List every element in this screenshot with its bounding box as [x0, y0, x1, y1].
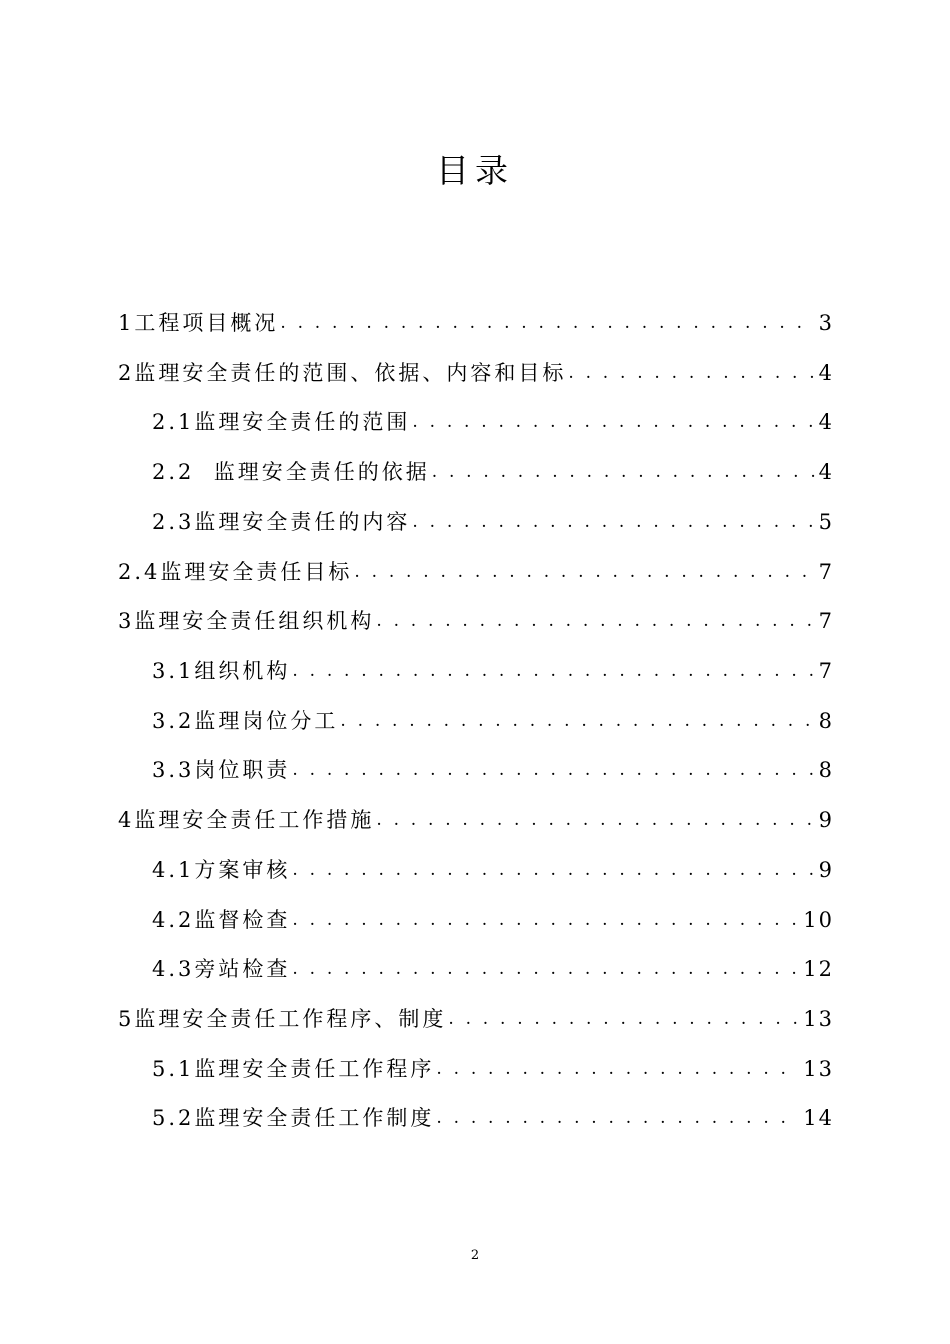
toc-entry[interactable] — [152, 1054, 832, 1084]
toc-entry-label: 3.2监理岗位分工 — [152, 709, 339, 733]
toc-dot-leader — [292, 656, 814, 686]
page-title: 目录 — [436, 151, 514, 190]
toc-entry[interactable] — [118, 557, 832, 587]
toc-dot-leader — [376, 606, 814, 636]
toc-dot-leader — [292, 954, 799, 984]
toc-entry-label: 4监理安全责任工作措施 — [118, 808, 375, 832]
toc-entry-label: 3.3岗位职责 — [152, 758, 291, 782]
toc-dot-leader — [292, 855, 814, 885]
toc-dot-leader — [280, 308, 814, 338]
toc-entry-page: 13 — [803, 1007, 834, 1031]
toc-entry-label: 4.3旁站检查 — [152, 957, 291, 981]
toc-entry-label: 4.1方案审核 — [152, 858, 291, 882]
toc-entry[interactable] — [118, 308, 832, 338]
toc-entry[interactable] — [152, 507, 832, 537]
toc-entry-page: 7 — [818, 659, 834, 683]
page-number: 2 — [470, 1248, 480, 1263]
toc-dot-leader — [412, 507, 814, 537]
toc-dot-leader — [340, 706, 814, 736]
toc-entry-page: 7 — [818, 609, 834, 633]
toc-entry-page: 10 — [803, 908, 834, 932]
toc-entry-page: 5 — [818, 510, 834, 534]
toc-entry-page: 7 — [818, 560, 834, 584]
toc-entry-page: 12 — [803, 957, 834, 981]
toc-dot-leader — [354, 557, 814, 587]
toc-entry[interactable] — [152, 457, 832, 487]
toc-entry-page: 13 — [803, 1057, 834, 1081]
toc-entry-page: 8 — [818, 709, 834, 733]
toc-entry-page: 9 — [818, 858, 834, 882]
toc-entry[interactable] — [152, 755, 832, 785]
toc-dot-leader — [412, 407, 814, 437]
toc-entry-label: 2.3监理安全责任的内容 — [152, 510, 411, 534]
toc-entry-label: 5.1监理安全责任工作程序 — [152, 1057, 435, 1081]
toc-entry-label: 1工程项目概况 — [118, 311, 279, 335]
toc-entry[interactable] — [152, 1103, 832, 1133]
toc-entry-label: 5监理安全责任工作程序、制度 — [118, 1007, 447, 1031]
toc-dot-leader — [436, 1054, 799, 1084]
toc-entry[interactable] — [152, 706, 832, 736]
toc-dot-leader — [436, 1103, 799, 1133]
toc-dot-leader — [432, 457, 815, 487]
toc-entry-page: 4 — [818, 460, 834, 484]
toc-dot-leader — [568, 358, 814, 388]
toc-entry-label: 3.1组织机构 — [152, 659, 291, 683]
toc-dot-leader — [292, 755, 814, 785]
toc-entry-label: 4.2监督检查 — [152, 908, 291, 932]
toc-entry-label: 3监理安全责任组织机构 — [118, 609, 375, 633]
toc-dot-leader — [448, 1004, 799, 1034]
toc-entry-label: 2.1监理安全责任的范围 — [152, 410, 411, 434]
toc-entry-page: 14 — [803, 1106, 834, 1130]
toc-entry[interactable] — [118, 606, 832, 636]
toc-entry[interactable] — [152, 954, 832, 984]
toc-entry-page: 9 — [818, 808, 834, 832]
toc-entry[interactable] — [118, 1004, 832, 1034]
toc-entry[interactable] — [152, 656, 832, 686]
toc-entry-label: 5.2监理安全责任工作制度 — [152, 1106, 435, 1130]
toc-entry-label: 2.2 监理安全责任的依据 — [152, 460, 430, 484]
toc-entry[interactable] — [118, 805, 832, 835]
toc-entry-page: 4 — [818, 410, 834, 434]
toc-entry-label: 2.4监理安全责任目标 — [118, 560, 353, 584]
toc-entry[interactable] — [118, 358, 832, 388]
toc-entry-page: 3 — [818, 311, 834, 335]
toc-entry-page: 4 — [818, 361, 834, 385]
toc-entry[interactable] — [152, 855, 832, 885]
toc-dot-leader — [292, 905, 799, 935]
toc-entry-label: 2监理安全责任的范围、依据、内容和目标 — [118, 361, 567, 385]
toc-entry[interactable] — [152, 905, 832, 935]
toc-entry[interactable] — [152, 407, 832, 437]
toc-dot-leader — [376, 805, 814, 835]
toc-entry-page: 8 — [818, 758, 834, 782]
